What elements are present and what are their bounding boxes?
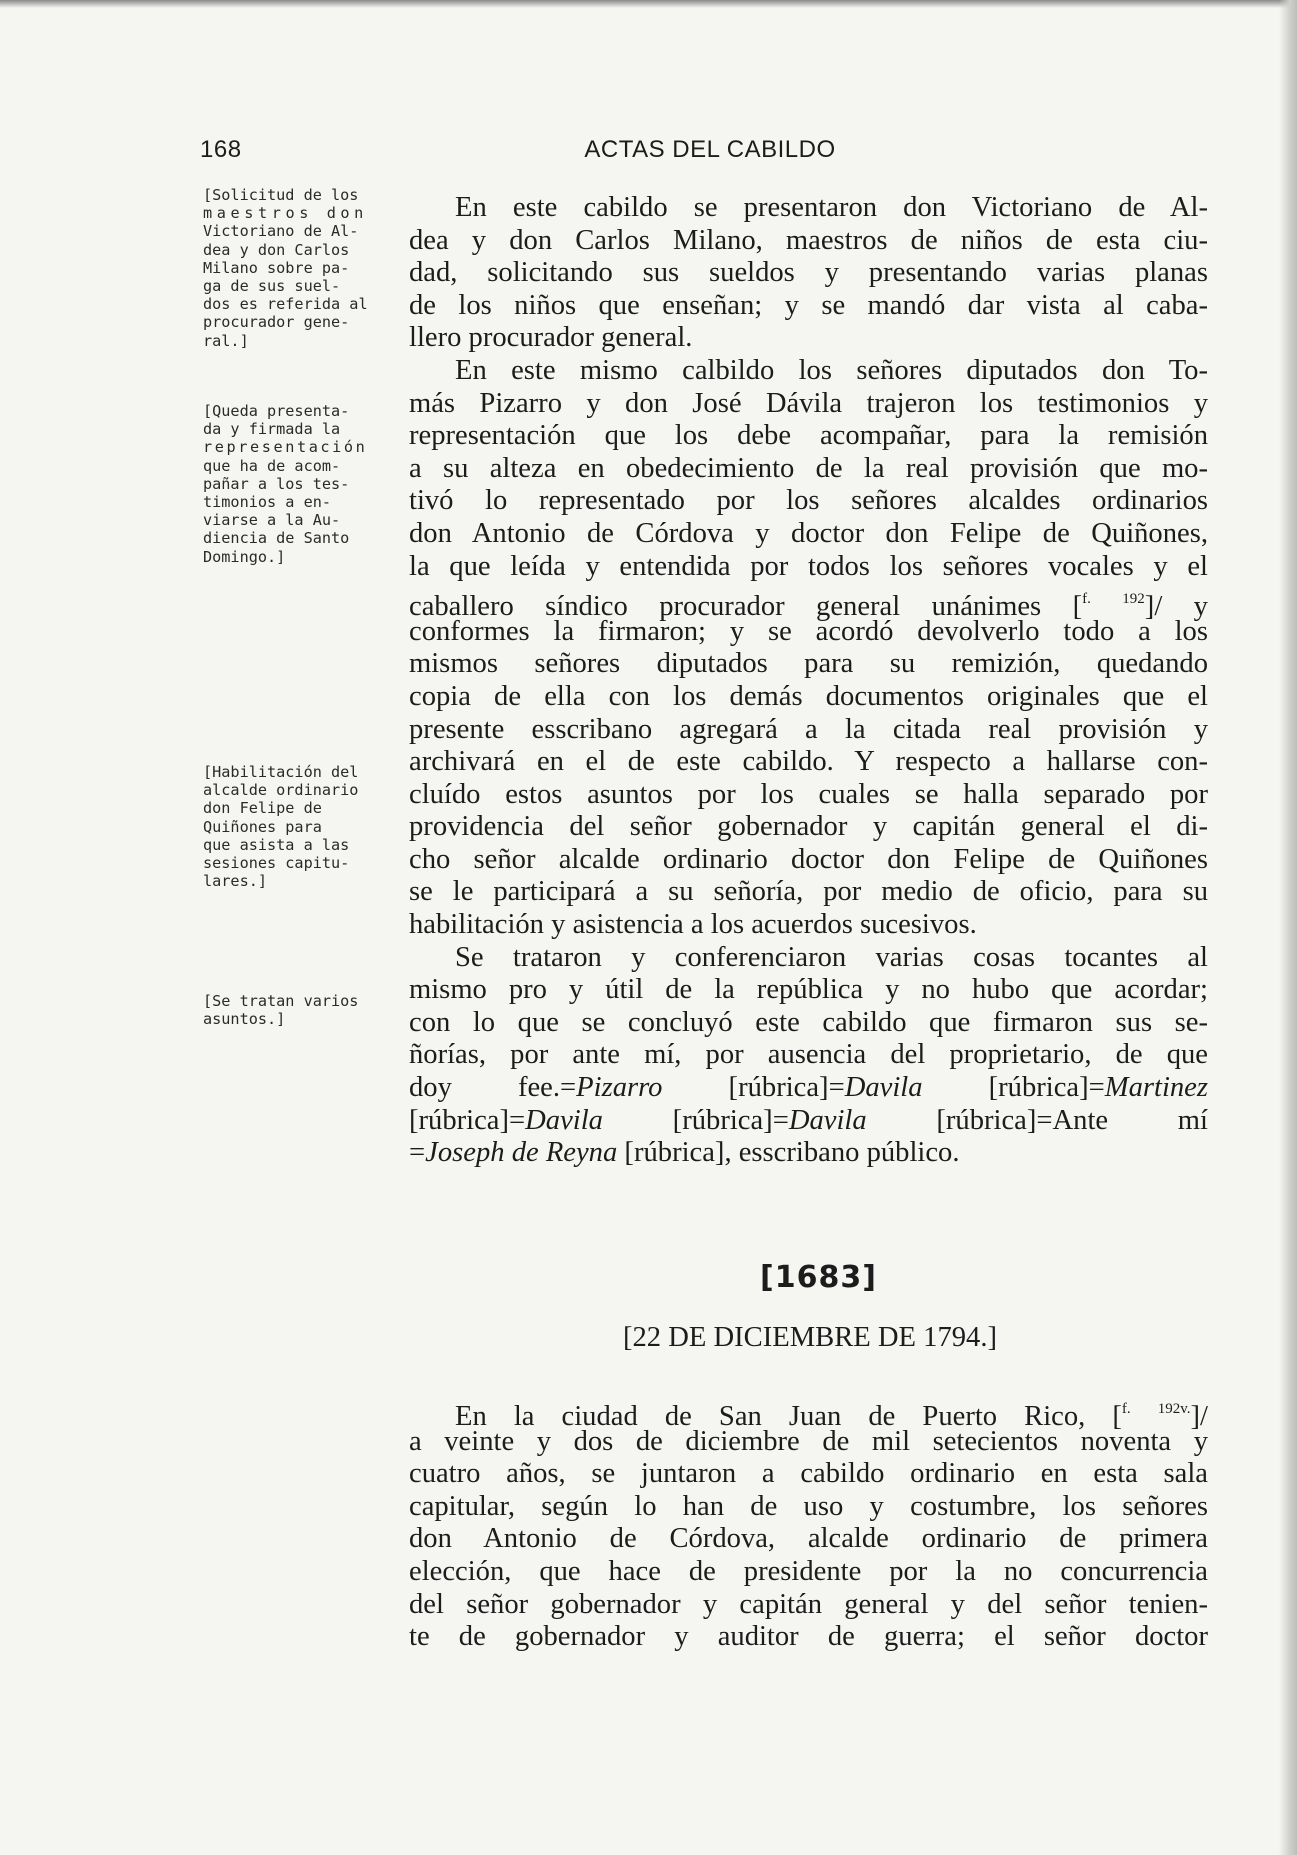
margin-note-line: pañar a los tes-: [203, 474, 350, 493]
body-line: dad, solicitando sus sueldos y presentando varias planas: [409, 257, 1208, 289]
margin-note-line: [Habilitación del: [203, 763, 359, 781]
body-line: ñorías, por ante mí, por ausencia del proprietario, de que: [409, 1039, 1208, 1071]
signature-pizarro: Pizarro: [576, 1072, 663, 1104]
body-line: elección, que hace de presidente por la no concurrencia: [409, 1555, 1208, 1587]
body-line: don Antonio de Córdova, alcalde ordinario de primera: [409, 1523, 1208, 1555]
body-line: conformes la firmaron; y se acordó devolverlo todo a los: [409, 615, 1208, 647]
margin-note-queda-presentada: [203, 402, 377, 566]
signature-line: [409, 1137, 1208, 1170]
margin-note-line: [Solicitud de los: [203, 186, 359, 204]
margin-note-line: procurador gene-: [203, 313, 350, 332]
margin-note-line: Domingo.]: [203, 547, 286, 566]
folio-mark: f.: [1121, 1401, 1131, 1417]
body-line: presente esscribano agregará a la citada real provisión y: [409, 713, 1208, 745]
margin-note-line: dea y don Carlos: [203, 240, 350, 259]
margin-note-habilitacion: [203, 763, 377, 890]
margin-note-line: [Queda presenta-: [203, 402, 350, 420]
body-line: con lo que se concluyó este cabildo que firmaron sus se-: [409, 1006, 1208, 1038]
margin-note-line: alcalde ordinario: [203, 781, 359, 800]
rubrica-text: [rúbrica]=: [602, 1104, 789, 1136]
body-line-folio: [409, 1393, 1208, 1432]
margin-note-line: viarse a la Au-: [203, 511, 341, 530]
act-body-1683: [409, 1393, 1208, 1654]
signature-davila: Davila: [844, 1072, 923, 1104]
signature-davila: Davila: [788, 1104, 867, 1136]
body-line: dea y don Carlos Milano, maestros de niños de esta ciu-: [409, 224, 1208, 256]
margin-note-varios-asuntos: [203, 992, 377, 1028]
rubrica-text: [rúbrica]=Ante mí: [866, 1104, 1208, 1136]
margin-note-line: timonios a en-: [203, 493, 332, 512]
body-line: don Antonio de Córdova y doctor don Felipe de Quiñones,: [409, 517, 1208, 549]
body-line: cluído estos asuntos por los cuales se halla separado por: [409, 778, 1208, 810]
margin-note-line: Milano sobre pa-: [203, 258, 350, 277]
signature-text: =: [409, 1137, 426, 1169]
margin-note-solicitud: [203, 186, 377, 350]
running-title: ACTAS DEL CABILDO: [584, 136, 836, 163]
margin-note-line: maestros don: [203, 204, 368, 223]
margin-note-line: asuntos.]: [203, 1010, 286, 1029]
page-number: 168: [200, 136, 242, 163]
margin-note-line: que ha de acom-: [203, 456, 341, 475]
folio-line-text: caballero síndico procurador general unánimes [: [409, 591, 1083, 623]
margin-note-line: lares.]: [203, 872, 268, 891]
margin-note-line: diencia de Santo: [203, 529, 350, 548]
body-line: llero procurador general.: [409, 322, 693, 354]
margin-note-line: representación: [203, 438, 368, 457]
body-line: la que leída y entendida por todos los señores vocales y el: [409, 550, 1208, 582]
body-line: mismo pro y útil de la república y no hubo que acordar;: [409, 974, 1208, 1006]
body-line: cho señor alcalde ordinario doctor don Felipe de Quiñones: [409, 843, 1208, 875]
act-number: [1683]: [760, 1260, 877, 1295]
margin-note-line: Victoriano de Al-: [203, 222, 359, 241]
body-line: se le participará a su señoría, por medio de oficio, para su: [409, 876, 1208, 908]
folio-number: 192: [1122, 591, 1145, 608]
body-line: de los niños que enseñan; y se mandó dar vista al caba-: [409, 289, 1208, 321]
act-date: [22 DE DICIEMBRE DE 1794.]: [622, 1322, 998, 1353]
body-line: capitular, según lo han de uso y costumbre, los señores: [409, 1490, 1208, 1522]
folio-line-text: En la ciudad de San Juan de Puerto Rico, [: [455, 1401, 1122, 1432]
body-line: representación que los debe acompañar, para la remisión: [409, 420, 1208, 452]
rubrica-text: [rúbrica]=: [409, 1104, 526, 1136]
margin-note-line: que asista a las: [203, 835, 350, 854]
margin-note-line: [Se tratan varios: [203, 992, 359, 1010]
body-line: archivará en el de este cabildo. Y respecto a hallarse con-: [409, 746, 1208, 778]
body-line: Se trataron y conferenciaron varias cosas tocantes al: [455, 941, 1208, 973]
rubrica-text: [rúbrica]=: [922, 1072, 1105, 1104]
margin-note-line: don Felipe de: [203, 799, 322, 818]
body-line: cuatro años, se juntaron a cabildo ordinario en esta sala: [409, 1458, 1208, 1490]
body-line: del señor gobernador y capitán general y del señor tenien-: [409, 1588, 1208, 1620]
body-line: te de gobernador y auditor de guerra; el señor doctor: [409, 1621, 1208, 1653]
body-line: más Pizarro y don José Dávila trajeron los testimonios y: [409, 387, 1208, 419]
margin-note-line: dos es referida al: [203, 295, 368, 314]
margin-note-line: ral.]: [203, 331, 249, 350]
body-line: En este mismo calbildo los señores diputados don To-: [455, 354, 1208, 386]
folio-number: 192v.: [1157, 1401, 1191, 1417]
body-line-folio: [409, 583, 1208, 623]
body-line: a su alteza en obedecimiento de la real provisión que mo-: [409, 452, 1208, 484]
folio-mark: f.: [1082, 591, 1091, 608]
margin-note-line: Quiñones para: [203, 817, 322, 836]
body-line: tivó lo representado por los señores alcaldes ordinarios: [409, 485, 1208, 517]
scan-shadow-top: [0, 0, 1297, 8]
margin-note-line: da y firmada la: [203, 420, 341, 439]
signature-text: doy fee.=: [409, 1072, 577, 1104]
body-line: habilitación y asistencia a los acuerdos sucesivos.: [409, 909, 977, 941]
signature-davila: Davila: [525, 1104, 603, 1136]
margin-note-line: sesiones capitu-: [203, 854, 350, 873]
signature-reyna: Joseph de Reyna: [425, 1137, 618, 1169]
signature-line: [409, 1105, 1208, 1138]
body-line: a veinte y dos de diciembre de mil setecientos noventa y: [409, 1425, 1208, 1457]
signature-line: [409, 1072, 1208, 1105]
signature-text: [rúbrica], esscribano público.: [617, 1137, 960, 1169]
scan-shadow-right: [1279, 0, 1297, 1855]
folio-line-text: ]/: [1190, 1401, 1208, 1432]
act-body-1682: [409, 192, 1208, 1170]
body-line: providencia del señor gobernador y capitán general el di-: [409, 811, 1208, 843]
body-line: En este cabildo se presentaron don Victoriano de Al-: [455, 192, 1208, 223]
folio-line-text: ]/ y: [1144, 591, 1208, 623]
margin-note-line: ga de sus suel-: [203, 277, 341, 296]
signature-martinez: Martinez: [1104, 1072, 1208, 1104]
body-line: mismos señores diputados para su remizión, quedando: [409, 648, 1208, 680]
rubrica-text: [rúbrica]=: [662, 1072, 845, 1104]
body-line: copia de ella con los demás documentos originales que el: [409, 680, 1208, 712]
